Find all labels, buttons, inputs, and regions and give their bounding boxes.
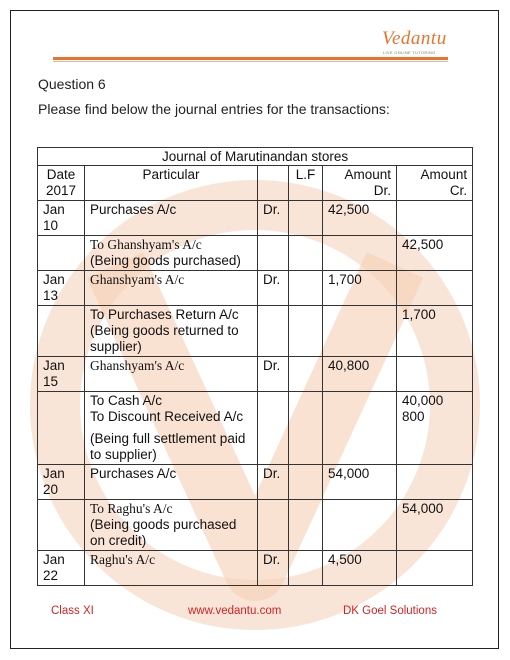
entry-particular: Purchases A/c bbox=[85, 465, 258, 500]
col-cr-header: Amount Cr. bbox=[397, 166, 473, 201]
journal-row bbox=[38, 551, 473, 586]
journal-row bbox=[38, 271, 473, 306]
question-intro: Please find below the journal entries for the transactions: bbox=[38, 101, 390, 117]
entry-amount-cr: 42,500 bbox=[397, 236, 473, 271]
footer-website-link[interactable]: www.vedantu.com bbox=[188, 605, 282, 617]
entry-date bbox=[38, 306, 85, 357]
journal-title-row bbox=[38, 148, 473, 166]
vedantu-logo: Vedantu bbox=[382, 28, 447, 49]
footer-book-title: DK Goel Solutions bbox=[343, 605, 437, 617]
entry-amount-dr: 40,800 bbox=[323, 357, 397, 392]
journal-table bbox=[37, 147, 473, 586]
entry-dr-marker: Dr. bbox=[258, 551, 289, 586]
entry-amount-dr: 54,000 bbox=[323, 465, 397, 500]
col-drmark-header bbox=[258, 166, 289, 201]
journal-row bbox=[38, 201, 473, 236]
entry-amount-cr bbox=[397, 201, 473, 236]
entry-dr-marker: Dr. bbox=[258, 465, 289, 500]
entry-particular: To Ghanshyam's A/c (Being goods purchased) bbox=[85, 236, 258, 271]
entry-particular: To Raghu's A/c (Being goods purchased on credit) bbox=[85, 500, 258, 551]
entry-amount-cr bbox=[397, 271, 473, 306]
entry-date bbox=[38, 392, 85, 465]
entry-date: Jan 10 bbox=[38, 201, 85, 236]
entry-dr-marker bbox=[258, 236, 289, 271]
entry-date bbox=[38, 500, 85, 551]
col-dr-header: Amount Dr. bbox=[323, 166, 397, 201]
entry-date bbox=[38, 236, 85, 271]
entry-particular: Raghu's A/c bbox=[85, 551, 258, 586]
entry-particular: To Purchases Return A/c (Being goods returned to supplier) bbox=[85, 306, 258, 357]
entry-amount-dr bbox=[323, 500, 397, 551]
journal-title: Journal of Marutinandan stores bbox=[38, 148, 473, 166]
entry-dr-marker bbox=[258, 306, 289, 357]
entry-amount-dr bbox=[323, 306, 397, 357]
col-particular-header: Particular bbox=[85, 166, 258, 201]
entry-lf bbox=[289, 271, 323, 306]
entry-dr-marker bbox=[258, 500, 289, 551]
journal-row bbox=[38, 236, 473, 271]
entry-lf bbox=[289, 551, 323, 586]
entry-amount-dr: 42,500 bbox=[323, 201, 397, 236]
footer-class: Class XI bbox=[51, 605, 94, 617]
col-date-header: Date 2017 bbox=[38, 166, 85, 201]
entry-amount-cr bbox=[397, 551, 473, 586]
entry-amount-cr: 54,000 bbox=[397, 500, 473, 551]
question-number: Question 6 bbox=[38, 76, 106, 92]
journal-row bbox=[38, 392, 473, 465]
entry-particular: Purchases A/c bbox=[85, 201, 258, 236]
entry-amount-cr bbox=[397, 357, 473, 392]
header-rule bbox=[53, 57, 448, 60]
entry-credit-accounts: To Cash A/c To Discount Received A/c bbox=[90, 393, 244, 424]
entry-lf bbox=[289, 306, 323, 357]
journal-row bbox=[38, 306, 473, 357]
entry-lf bbox=[289, 465, 323, 500]
entry-amount-cr: 40,000 800 bbox=[397, 392, 473, 465]
entry-amount-dr bbox=[323, 392, 397, 465]
entry-particular: Ghanshyam's A/c bbox=[85, 357, 258, 392]
logo-tagline: LIVE ONLINE TUTORING bbox=[383, 50, 436, 55]
journal-header-row bbox=[38, 166, 473, 201]
entry-date: Jan 22 bbox=[38, 551, 85, 586]
entry-date: Jan 20 bbox=[38, 465, 85, 500]
entry-amount-dr: 4,500 bbox=[323, 551, 397, 586]
entry-dr-marker: Dr. bbox=[258, 271, 289, 306]
entry-dr-marker: Dr. bbox=[258, 357, 289, 392]
entry-amount-cr bbox=[397, 465, 473, 500]
entry-particular bbox=[85, 392, 258, 465]
entry-dr-marker: Dr. bbox=[258, 201, 289, 236]
journal-row bbox=[38, 357, 473, 392]
entry-lf bbox=[289, 357, 323, 392]
entry-date: Jan 13 bbox=[38, 271, 85, 306]
header-rule-thin bbox=[53, 61, 448, 62]
entry-amount-dr bbox=[323, 236, 397, 271]
entry-date: Jan 15 bbox=[38, 357, 85, 392]
entry-particular: Ghanshyam's A/c bbox=[85, 271, 258, 306]
col-lf-header: L.F bbox=[289, 166, 323, 201]
journal-row bbox=[38, 465, 473, 500]
entry-lf bbox=[289, 201, 323, 236]
entry-lf bbox=[289, 236, 323, 271]
journal-row bbox=[38, 500, 473, 551]
entry-dr-marker bbox=[258, 392, 289, 465]
entry-lf bbox=[289, 500, 323, 551]
entry-narration: (Being full settlement paid to supplier) bbox=[90, 431, 246, 462]
entry-amount-dr: 1,700 bbox=[323, 271, 397, 306]
entry-amount-cr: 1,700 bbox=[397, 306, 473, 357]
entry-lf bbox=[289, 392, 323, 465]
